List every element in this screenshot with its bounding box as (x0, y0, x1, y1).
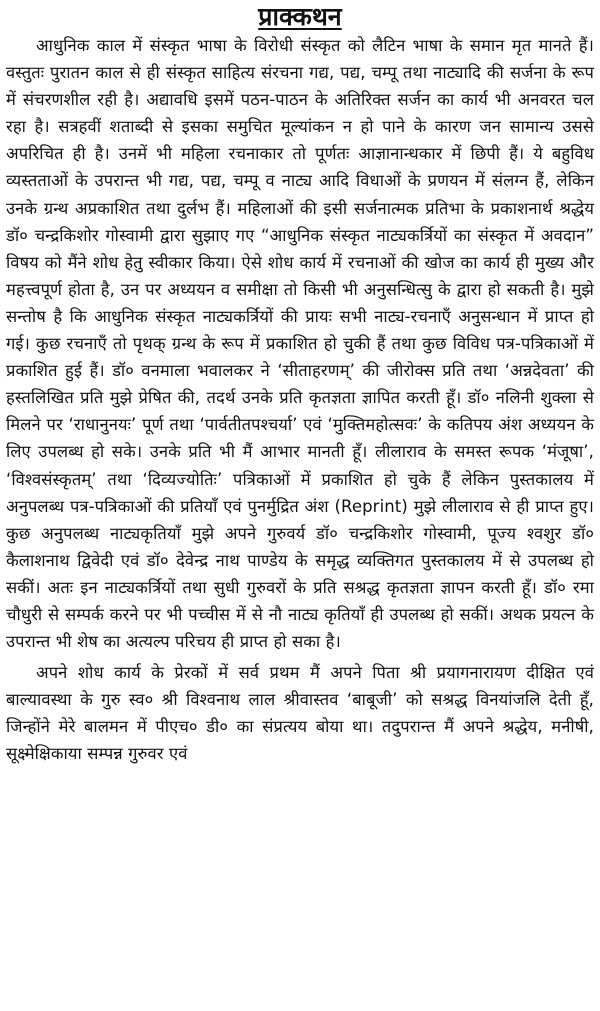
body-paragraph-1: आधुनिक काल में संस्कृत भाषा के विरोधी संस्कृत को लैटिन भाषा के समान मृत मानते हैं। वस्तुतः पुरातन काल से ही संस्कृत साहित्य संरचना गद्य, पद्य, चम्पू तथा नाट्यादि की सर्जना के रूप में संचरणशील रही है। अद्यावधि इसमें पठन-पाठन के अतिरिक्त सर्जन का कार्य भी अनवरत चल रहा है। सत्रहवीं शताब्दी से इसका समुचित मूल्यांकन न हो पाने के कारण जन सामान्य उससे अपरिचित ही है। उनमें भी महिला रचनाकार तो पूर्णतः आज्ञानान्धकार में छिपी हैं। ये बहुविध व्यस्तताओं के उपरान्त भी गद्य, पद्य, चम्पू व नाट्य आदि विधाओं के प्रणयन में संलग्न हैं, लेकिन उनके ग्रन्थ अप्रकाशित तथा दुर्लभ हैं। महिलाओं की इसी सर्जनात्मक प्रतिभा के प्रकाशनार्थ श्रद्धेय डॉ० चन्द्रकिशोर गोस्वामी द्वारा सुझाए गए “आधुनिक संस्कृत नाट्यकर्त्रियों का संस्कृत में अवदान” विषय को मैंने शोध हेतु स्वीकार किया। ऐसे शोध कार्य में रचनाओं की खोज का कार्य ही मुख्य और महत्त्वपूर्ण होता है, उन पर अध्ययन व समीक्षा तो किसी भी अनुसन्धित्सु के द्वारा हो सकती है। मुझे सन्तोष है कि आधुनिक संस्कृत नाट्यकर्त्रियों की प्रायः सभी नाट्य-रचनाएँ अनुसन्धान में प्राप्त हो गई। कुछ रचनाएँ तो पृथक् ग्रन्थ के रूप में प्रकाशित हो चुकी हैं तथा कुछ विविध पत्र-पत्रिकाओं में प्रकाशित हुई हैं। डॉ० वनमाला भवालकर ने ‘सीताहरणम्’ की जीरोक्स प्रति तथा ‘अन्नदेवता’ की हस्तलिखित प्रति मुझे प्रेषित की, तदर्थ उनके प्रति कृतज्ञता ज्ञापित करती हूँ। डॉ० नलिनी शुक्ला से मिलने पर ‘राधानुनयः’ पूर्ण तथा ‘पार्वतीतपश्चर्या’ एवं ‘मुक्तिमहोत्सवः’ के कतिपय अंश अध्ययन के लिए उपलब्ध हो सके। उनके प्रति भी मैं आभार मानती हूँ। लीलाराव के समस्त रूपक ‘मंजूषा’, ‘विश्वसंस्कृतम्’ तथा ‘दिव्यज्योतिः’ पत्रिकाओं में प्रकाशित हो चुके हैं लेकिन पुस्तकालय में अनुपलब्ध पत्र-पत्रिकाओं की प्रतियाँ एवं पुनर्मुद्रित अंश (Reprint) मुझे लीलाराव से ही प्राप्त हुए। कुछ अनुपलब्ध नाट्यकृतियाँ मुझे अपने गुरुवर्य डॉ० चन्द्रकिशोर गोस्वामी, पूज्य श्वशुर डॉ० कैलाशनाथ द्विवेदी एवं डॉ० देवेन्द्र नाथ पाण्डेय के समृद्ध व्यक्तिगत पुस्तकालय में से उपलब्ध हो सकीं। अतः इन नाट्यकर्त्रियों तथा सुधी गुरुवरों के प्रति सश्रद्ध कृतज्ञता ज्ञापन करती हूँ। डॉ० रमा चौधुरी से सम्पर्क करने पर भी पच्चीस में से नौ नाट्य कृतियाँ ही उपलब्ध हो सकीं। अथक प्रयत्न के उपरान्त भी शेष का अत्यल्प परिचय ही प्राप्त हो सका है। (6, 36, 594, 652)
page-title: प्राक्कथन (258, 2, 342, 31)
body-paragraph-2: अपने शोध कार्य के प्रेरकों में सर्व प्रथम मैं अपने पिता श्री प्रयागनारायण दीक्षित एवं बाल्यावस्था के गुरु स्व० श्री विश्वनाथ लाल श्रीवास्तव ‘बाबूजी’ को सश्रद्ध विनयांजलि देती हूँ, जिन्होंने मेरे बालमन में पीएच० डी० का संप्रत्यय बोया था। तदुपरान्त मैं अपने श्रद्धेय, मनीषी, सूक्ष्मेक्षिकाया सम्पन्न गुरुवर एवं (6, 663, 594, 764)
